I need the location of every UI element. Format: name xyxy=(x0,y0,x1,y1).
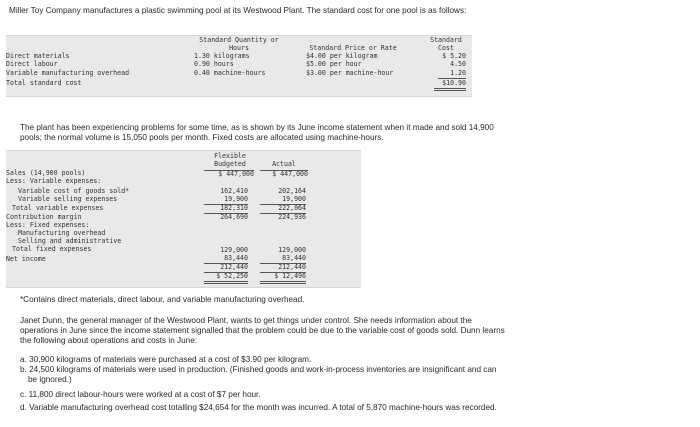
income-actual-value: 212,440 xyxy=(260,264,306,273)
income-row-label: Net income xyxy=(6,255,46,263)
list-item: a. 30,900 kilograms of materials were purchased at a cost of $3.90 per kilogram. xyxy=(20,355,312,364)
dunn-text-line: the following about operations and costs in June: xyxy=(20,336,198,345)
std-row-qty: 0.40 machine-hours xyxy=(194,69,266,77)
income-actual-value: 222,064 xyxy=(260,205,306,214)
income-row-label: Total variable expenses xyxy=(12,204,104,212)
dunn-text-line: operations in June since the income statement signalled that the problem could be due to the variable cost of goods sold. Dunn learns xyxy=(20,326,505,335)
std-cost-header-1: Standard xyxy=(430,36,462,44)
income-row-label: Variable cost of goods sold* xyxy=(18,187,130,195)
income-row-label: Less: Fixed expenses: xyxy=(6,221,90,229)
income-actual-value: 19,900 xyxy=(260,196,306,205)
std-row-label: Total standard cost xyxy=(6,79,82,87)
std-row-label: Direct materials xyxy=(6,52,70,60)
plant-problem-text-line: The plant has been experiencing problems for some time, as is shown by its June income statement when it made and sold 14,900 xyxy=(20,123,494,132)
income-flex-value: 162,410 xyxy=(220,187,248,195)
std-row-qty: 0.90 hours xyxy=(194,60,234,68)
flex-header-2: Budgeted xyxy=(214,160,246,168)
income-row-label: Total fixed expenses xyxy=(12,245,92,253)
income-row-label: Selling and administrative xyxy=(18,237,122,245)
list-item: b. 24,500 kilograms of materials were used in production. (Finished goods and work-in-process inventories are insignificant and can xyxy=(20,365,497,374)
std-qty-header-2: Hours xyxy=(229,44,249,52)
std-row-cost: $ 5.20 xyxy=(442,52,466,60)
income-flex-value: 129,000 xyxy=(220,246,248,254)
income-actual-value: $ 12,496 xyxy=(260,273,306,284)
income-row-label: Manufacturing overhead xyxy=(18,229,106,237)
std-row-label: Direct labour xyxy=(6,60,58,68)
income-statement-table xyxy=(6,150,361,288)
income-actual-value: $ 447,000 xyxy=(260,170,308,179)
intro-text: Miller Toy Company manufactures a plastic swimming pool at its Westwood Plant. The standard cost for one pool is as follows: xyxy=(9,6,467,15)
income-row-label: Less: Variable expenses: xyxy=(6,177,102,185)
income-flex-value: 19,900 xyxy=(204,196,248,205)
income-row-label: Contribution margin xyxy=(6,213,82,221)
income-flex-value: 212,440 xyxy=(204,264,248,273)
std-cost-header-2: Cost xyxy=(438,44,454,52)
std-row-cost: $10.90 xyxy=(434,80,466,91)
standard-cost-table xyxy=(6,35,444,97)
std-row-qty: 1.30 kilograms xyxy=(194,52,250,60)
income-actual-value: 224,936 xyxy=(278,213,306,221)
income-flex-value: 264,690 xyxy=(220,213,248,221)
std-row-price: $5.00 per hour xyxy=(306,60,362,68)
list-item: be ignored.) xyxy=(28,375,72,384)
actual-header: Actual xyxy=(272,160,296,168)
std-row-cost: 4.50 xyxy=(450,60,466,68)
income-flex-value: $ 447,000 xyxy=(204,170,254,179)
footnote-text: *Contains direct materials, direct labour, and variable manufacturing overhead. xyxy=(20,295,305,304)
income-flex-value: 182,310 xyxy=(204,205,248,214)
std-row-price: $3.00 per machine-hour xyxy=(306,69,394,77)
income-row-label: Sales (14,900 pools) xyxy=(6,169,86,177)
dunn-text-line: Janet Dunn, the general manager of the Westwood Plant, wants to get things under control. She needs information about the xyxy=(20,316,472,325)
income-flex-value: 83,440 xyxy=(204,255,248,264)
std-row-price: $4.00 per kilogram xyxy=(306,52,378,60)
std-price-header: Standard Price or Rate xyxy=(309,44,397,52)
list-item: d. Variable manufacturing overhead cost totalling $24,654 for the month was incurred. A total of 5,870 machine-hours was recorded. xyxy=(20,403,497,412)
income-row-label: Variable selling expenses xyxy=(18,195,118,203)
income-flex-value: $ 52,250 xyxy=(204,273,248,284)
income-actual-value: 83,440 xyxy=(260,255,306,264)
list-item: c. 11,800 direct labour-hours were worked at a cost of $7 per hour. xyxy=(20,390,261,399)
standard-cost-column xyxy=(420,35,472,97)
income-actual-value: 129,000 xyxy=(278,246,306,254)
flex-header-1: Flexible xyxy=(214,152,246,160)
plant-problem-text-line: pools; the normal volume is 15,050 pools per month. Fixed costs are allocated using machine-hours. xyxy=(20,133,384,142)
std-row-label: Variable manufacturing overhead xyxy=(6,69,130,77)
income-actual-value: 202,164 xyxy=(278,187,306,195)
std-row-cost: 1.20 xyxy=(438,70,466,79)
std-qty-header-1: Standard Quantity or xyxy=(199,36,279,44)
